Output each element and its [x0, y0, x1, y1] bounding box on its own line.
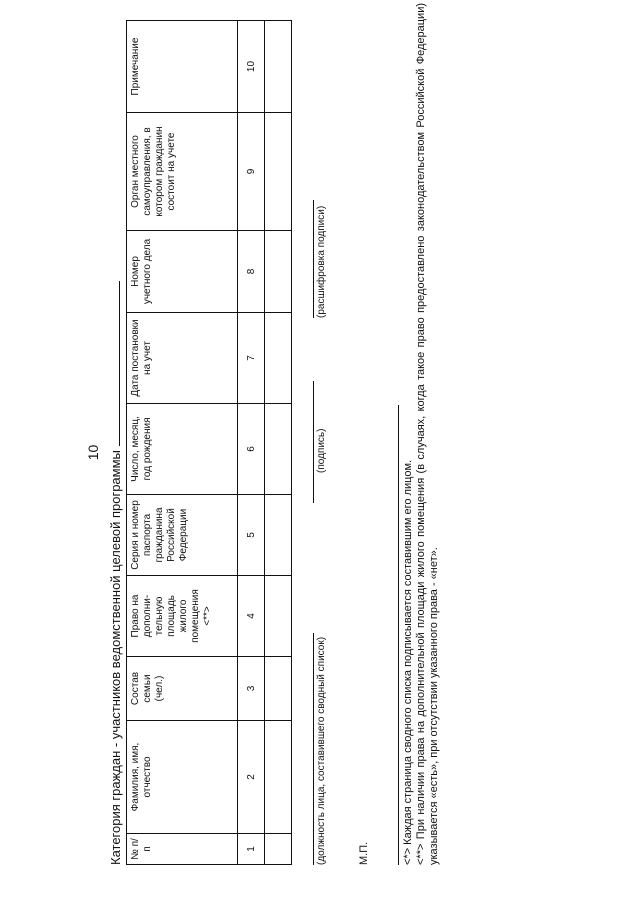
table-cell — [265, 404, 292, 495]
stamp-place: М.П. — [358, 841, 370, 865]
header-note: Примечание — [127, 21, 238, 113]
header-extra-area-right: Право на дополни-тельную площадь жилого помещения <**> — [127, 576, 238, 657]
decoding-label: (расшифровка подписи) — [316, 205, 327, 318]
column-number-cell: 7 — [238, 313, 265, 404]
signature-label: (подпись) — [316, 428, 327, 473]
header-family-size: Состав семьи (чел.) — [127, 657, 238, 721]
column-number-cell: 8 — [238, 231, 265, 313]
header-case-number: Номер учетного дела — [127, 231, 238, 313]
category-heading — [108, 281, 123, 865]
table-cell — [265, 657, 292, 721]
signature-line — [313, 381, 314, 503]
category-fill-line — [119, 281, 120, 446]
column-number-cell: 3 — [238, 657, 265, 721]
table-cell — [265, 313, 292, 404]
column-number-cell: 6 — [238, 404, 265, 495]
page-number: 10 — [85, 444, 101, 461]
position-label: (должность лица, составившего сводный список) — [316, 636, 327, 865]
column-number-cell: 2 — [238, 721, 265, 834]
citizens-register-table — [126, 20, 292, 865]
header-number: № п/п — [127, 834, 238, 865]
header-registration-date: Дата постановки на учет — [127, 313, 238, 404]
table-header-row — [127, 21, 238, 865]
table-cell — [265, 576, 292, 657]
footnote-separator — [398, 405, 399, 865]
column-number-cell: 5 — [238, 495, 265, 576]
category-heading-text: Категория граждан - участников ведомственной целевой программы — [108, 450, 123, 865]
header-local-authority: Орган местного самоуправления, в котором гражданин состоит на учете — [127, 113, 238, 231]
position-signature-line — [313, 633, 314, 865]
table-cell — [265, 834, 292, 865]
header-full-name: Фамилия, имя, отчество — [127, 721, 238, 834]
column-number-cell: 4 — [238, 576, 265, 657]
header-birth-date: Число, месяц, год рождения — [127, 404, 238, 495]
column-number-cell: 1 — [238, 834, 265, 865]
table-row — [238, 21, 265, 865]
column-number-cell: 9 — [238, 113, 265, 231]
decoding-signature-line — [313, 200, 314, 318]
footnote-1: <*> Каждая страница сводного списка подписывается составившим его лицом. — [402, 459, 414, 865]
column-number-cell: 10 — [238, 21, 265, 113]
table-cell — [265, 495, 292, 576]
table-cell — [265, 113, 292, 231]
header-passport: Серия и номер паспорта гражданина Российской Федерации — [127, 495, 238, 576]
table-row — [265, 21, 292, 865]
table-cell — [265, 721, 292, 834]
footnote-2: <**> При наличии права на дополнительной площади жилого помещения (в случаях, когда такое право предоставлено законодательством Российской Федерации) указывается «есть», при отсутствии указанного права - «нет». — [415, 3, 440, 865]
table-cell — [265, 231, 292, 313]
table-cell — [265, 21, 292, 113]
